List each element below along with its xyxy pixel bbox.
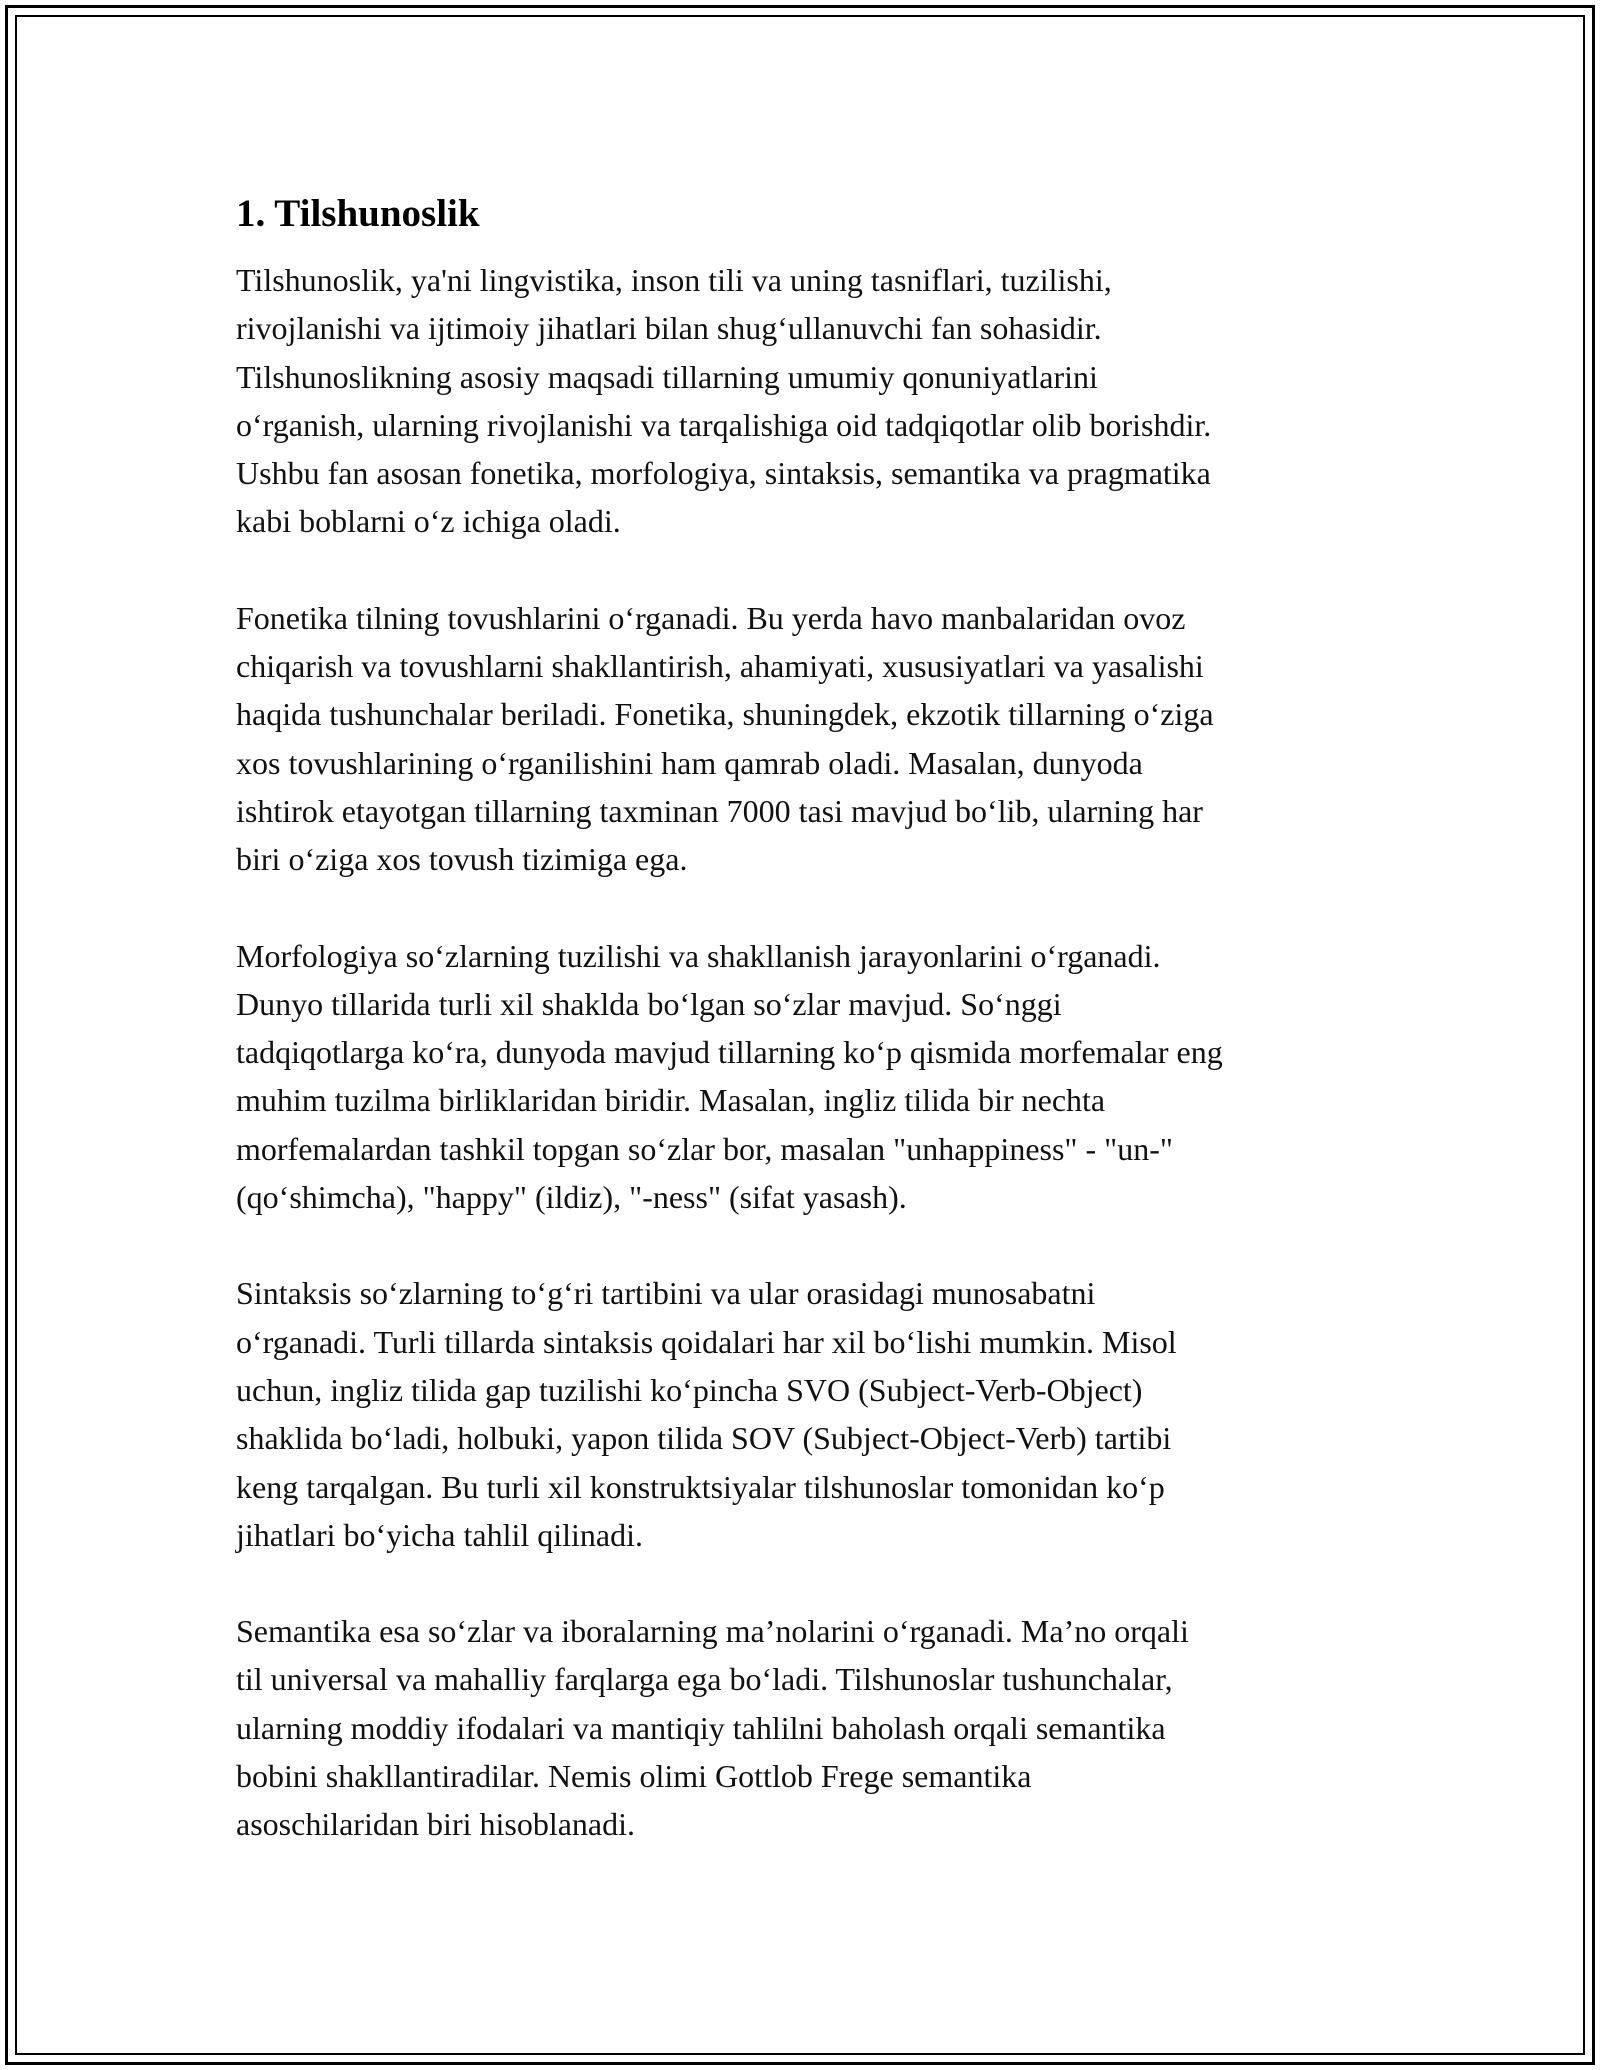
paragraph-2 xyxy=(236,594,1386,884)
text-line: shaklida bo‘ladi, holbuki, yapon tilida SOV (Subject-Object-Verb) tartibi xyxy=(236,1420,1172,1457)
text-line: jihatlari bo‘yicha tahlil qilinadi. xyxy=(236,1516,643,1553)
document-body xyxy=(236,188,1386,1897)
text-line: chiqarish va tovushlarni shakllantirish, ahamiyati, xususiyatlari va yasalishi xyxy=(236,648,1204,685)
text-line: bobini shakllantiradilar. Nemis olimi Gottlob Frege semantika xyxy=(236,1758,1032,1795)
text-line: Tilshunoslikning asosiy maqsadi tillarning umumiy qonuniyatlarini xyxy=(236,358,1098,395)
text-line: muhim tuzilma birliklaridan biridir. Masalan, ingliz tilida bir nechta xyxy=(236,1082,1106,1119)
text-line: keng tarqalgan. Bu turli xil konstruktsiyalar tilshunoslar tomonidan ko‘p xyxy=(236,1468,1165,1505)
text-line: morfemalardan tashkil topgan so‘zlar bor, masalan "unhappiness" - "un-" xyxy=(236,1130,1173,1167)
text-line: (qo‘shimcha), "happy" (ildiz), "-ness" (sifat yasash). xyxy=(236,1179,907,1216)
text-line: Ushbu fan asosan fonetika, morfologiya, sintaksis, semantika va pragmatika xyxy=(236,455,1211,492)
section-title: 1. Tilshunoslik xyxy=(236,192,480,235)
text-line: ishtirok etayotgan tillarning taxminan 7000 tasi mavjud bo‘lib, ularning har xyxy=(236,792,1203,829)
text-line: Tilshunoslik, ya'ni lingvistika, inson tili va uning tasniflari, tuzilishi, xyxy=(236,262,1112,298)
text-line: Fonetika tilning tovushlarini o‘rganadi. Bu yerda havo manbalaridan ovoz xyxy=(236,599,1186,636)
text-line: o‘rganadi. Turli tillarda sintaksis qoidalari har xil bo‘lishi mumkin. Misol xyxy=(236,1323,1177,1360)
text-line: uchun, ingliz tilida gap tuzilishi ko‘pincha SVO (Subject-Verb-Object) xyxy=(236,1371,1143,1408)
text-line: tadqiqotlarga ko‘ra, dunyoda mavjud tillarning ko‘p qismida morfemalar eng xyxy=(236,1034,1223,1071)
text-line: Sintaksis so‘zlarning to‘g‘ri tartibini va ular orasidagi munosabatni xyxy=(236,1275,1096,1312)
text-line: xos tovushlarining o‘rganilishini ham qamrab oladi. Masalan, dunyoda xyxy=(236,744,1143,781)
text-line: Semantika esa so‘zlar va iboralarning ma’nolarini o‘rganadi. Ma’no orqali xyxy=(236,1613,1189,1650)
paragraph-4 xyxy=(236,1269,1386,1559)
text-line: kabi boblarni o‘z ichiga oladi. xyxy=(236,503,621,540)
text-line: Dunyo tillarida turli xil shaklda bo‘lgan so‘zlar mavjud. So‘nggi xyxy=(236,985,1062,1022)
text-line: asoschilaridan biri hisoblanadi. xyxy=(236,1806,636,1843)
text-line: ularning moddiy ifodalari va mantiqiy tahlilni baholash orqali semantika xyxy=(236,1709,1166,1746)
paragraph-5 xyxy=(236,1607,1386,1848)
text-line: til universal va mahalliy farqlarga ega bo‘ladi. Tilshunoslar tushunchalar, xyxy=(236,1661,1173,1698)
text-line: biri o‘ziga xos tovush tizimiga ega. xyxy=(236,841,688,878)
text-line: haqida tushunchalar beriladi. Fonetika, shuningdek, ekzotik tillarning o‘ziga xyxy=(236,696,1214,733)
text-line: Morfologiya so‘zlarning tuzilishi va shakllanish jarayonlarini o‘rganadi. xyxy=(236,937,1161,974)
text-line: o‘rganish, ularning rivojlanishi va tarqalishiga oid tadqiqotlar olib borishdir. xyxy=(236,406,1212,443)
paragraph-1 xyxy=(236,256,1386,546)
paragraph-3 xyxy=(236,932,1386,1222)
text-line: rivojlanishi va ijtimoiy jihatlari bilan shug‘ullanuvchi fan sohasidir. xyxy=(236,310,1102,347)
paragraph-list xyxy=(236,256,1386,1849)
